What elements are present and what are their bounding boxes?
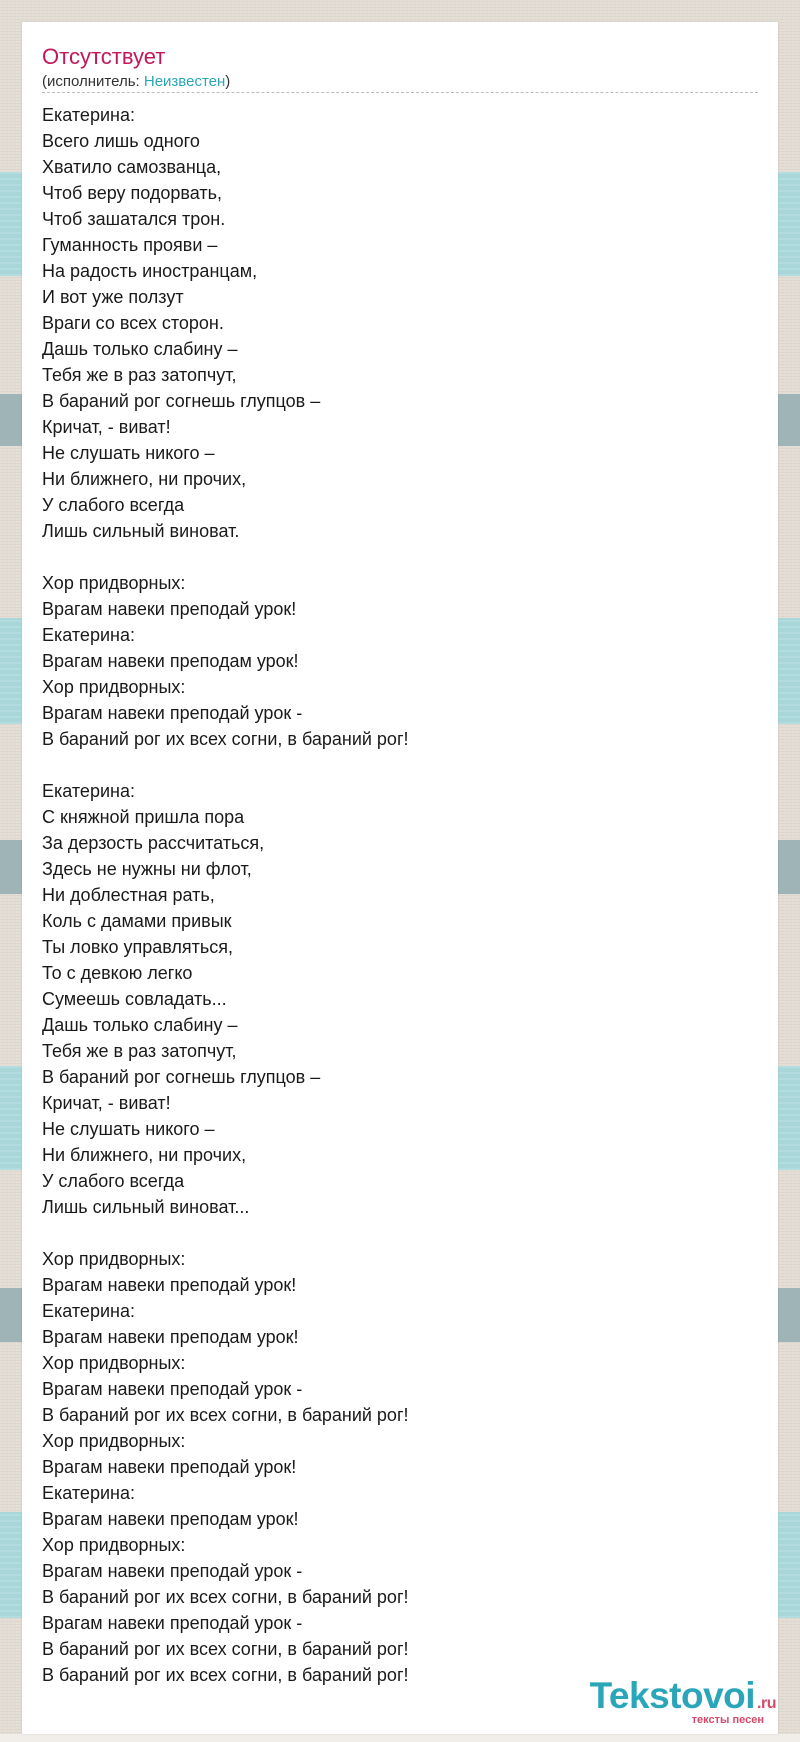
lyric-line: За дерзость рассчитаться,: [42, 833, 265, 853]
lyric-line: В бараний рог их всех согни, в бараний рог!: [42, 1587, 409, 1607]
lyric-line: Здесь не нужны ни флот,: [42, 859, 252, 879]
lyric-line: Врагам навеки преподам урок!: [42, 651, 299, 671]
lyric-line: С княжной пришла пора: [42, 807, 245, 827]
site-logo[interactable]: [570, 1676, 776, 1732]
lyric-line: У слабого всегда: [42, 495, 185, 515]
lyric-line: Екатерина:: [42, 1483, 135, 1503]
lyric-line: Екатерина:: [42, 781, 135, 801]
lyric-line: Врагам навеки преподай урок!: [42, 1457, 297, 1477]
lyric-line: Тебя же в раз затопчут,: [42, 1041, 237, 1061]
lyric-line: Гуманность прояви –: [42, 235, 218, 255]
lyric-line: Кричат, - виват!: [42, 1093, 171, 1113]
lyric-line: Хор придворных:: [42, 1535, 186, 1555]
performer-link[interactable]: Неизвестен: [143, 73, 226, 90]
song-title: Отсутствует: [42, 44, 166, 69]
lyric-line: Сумеешь совладать...: [42, 989, 227, 1009]
lyric-line: Дашь только слабину –: [42, 1015, 238, 1035]
lyric-line: Ни доблестная рать,: [42, 885, 215, 905]
lyric-line: И вот уже ползут: [42, 287, 184, 307]
lyric-line: Хватило самозванца,: [42, 157, 222, 177]
lyric-line: Враги со всех сторон.: [42, 313, 224, 333]
lyric-line: Лишь сильный виноват.: [42, 521, 240, 541]
lyric-line: Врагам навеки преподам урок!: [42, 1327, 299, 1347]
performer-line: [42, 73, 230, 91]
lyric-line: Врагам навеки преподай урок -: [42, 703, 303, 723]
lyric-line: В бараний рог их всех согни, в бараний рог!: [42, 1665, 409, 1685]
lyric-line: Лишь сильный виноват...: [42, 1197, 250, 1217]
performer-prefix: (исполнитель:: [42, 73, 144, 90]
lyric-line: Чтоб веру подорвать,: [42, 183, 223, 203]
lyric-line: Тебя же в раз затопчут,: [42, 365, 237, 385]
stanza-break: [42, 544, 758, 570]
lyric-line: Екатерина:: [42, 105, 135, 125]
lyric-line: Коль с дамами привык: [42, 911, 232, 931]
lyric-line: Врагам навеки преподам урок!: [42, 1509, 299, 1529]
lyric-line: Хор придворных:: [42, 677, 186, 697]
logo-tld: .ru: [757, 1695, 776, 1712]
lyric-line: Врагам навеки преподай урок -: [42, 1613, 303, 1633]
lyric-line: На радость иностранцам,: [42, 261, 258, 281]
logo-tagline: тексты песен: [691, 1714, 764, 1726]
lyric-line: Хор придворных:: [42, 1249, 186, 1269]
lyric-line: Екатерина:: [42, 625, 135, 645]
lyric-line: В бараний рог их всех согни, в бараний рог!: [42, 1639, 409, 1659]
lyric-line: В бараний рог их всех согни, в бараний рог!: [42, 1405, 409, 1425]
lyric-line: Врагам навеки преподай урок!: [42, 599, 297, 619]
lyric-line: Екатерина:: [42, 1301, 135, 1321]
lyric-line: Не слушать никого –: [42, 443, 215, 463]
lyric-line: Ни ближнего, ни прочих,: [42, 1145, 247, 1165]
lyric-line: Не слушать никого –: [42, 1119, 215, 1139]
lyric-line: Врагам навеки преподай урок -: [42, 1561, 303, 1581]
logo-name: Tekstovoi: [589, 1675, 756, 1716]
lyric-line: То с девкою легко: [42, 963, 193, 983]
lyric-line: Всего лишь одного: [42, 131, 200, 151]
lyric-line: Ты ловко управляться,: [42, 937, 234, 957]
lyric-line: Кричат, - виват!: [42, 417, 171, 437]
lyric-line: Хор придворных:: [42, 573, 186, 593]
lyric-line: В бараний рог согнешь глупцов –: [42, 391, 321, 411]
lyric-line: В бараний рог их всех согни, в бараний рог!: [42, 729, 409, 749]
lyric-line: Хор придворных:: [42, 1353, 186, 1373]
lyric-line: Дашь только слабину –: [42, 339, 238, 359]
performer-suffix: ): [225, 73, 231, 90]
lyrics-text: [42, 102, 758, 1688]
lyric-line: В бараний рог согнешь глупцов –: [42, 1067, 321, 1087]
lyric-line: Хор придворных:: [42, 1431, 186, 1451]
dashed-divider: [42, 92, 758, 93]
lyric-line: У слабого всегда: [42, 1171, 185, 1191]
lyric-line: Ни ближнего, ни прочих,: [42, 469, 247, 489]
lyric-line: Чтоб зашатался трон.: [42, 209, 226, 229]
background-stripe: [0, 1734, 800, 1742]
stanza-break: [42, 752, 758, 778]
lyric-line: Врагам навеки преподай урок!: [42, 1275, 297, 1295]
stanza-break: [42, 1220, 758, 1246]
lyric-line: Врагам навеки преподай урок -: [42, 1379, 303, 1399]
